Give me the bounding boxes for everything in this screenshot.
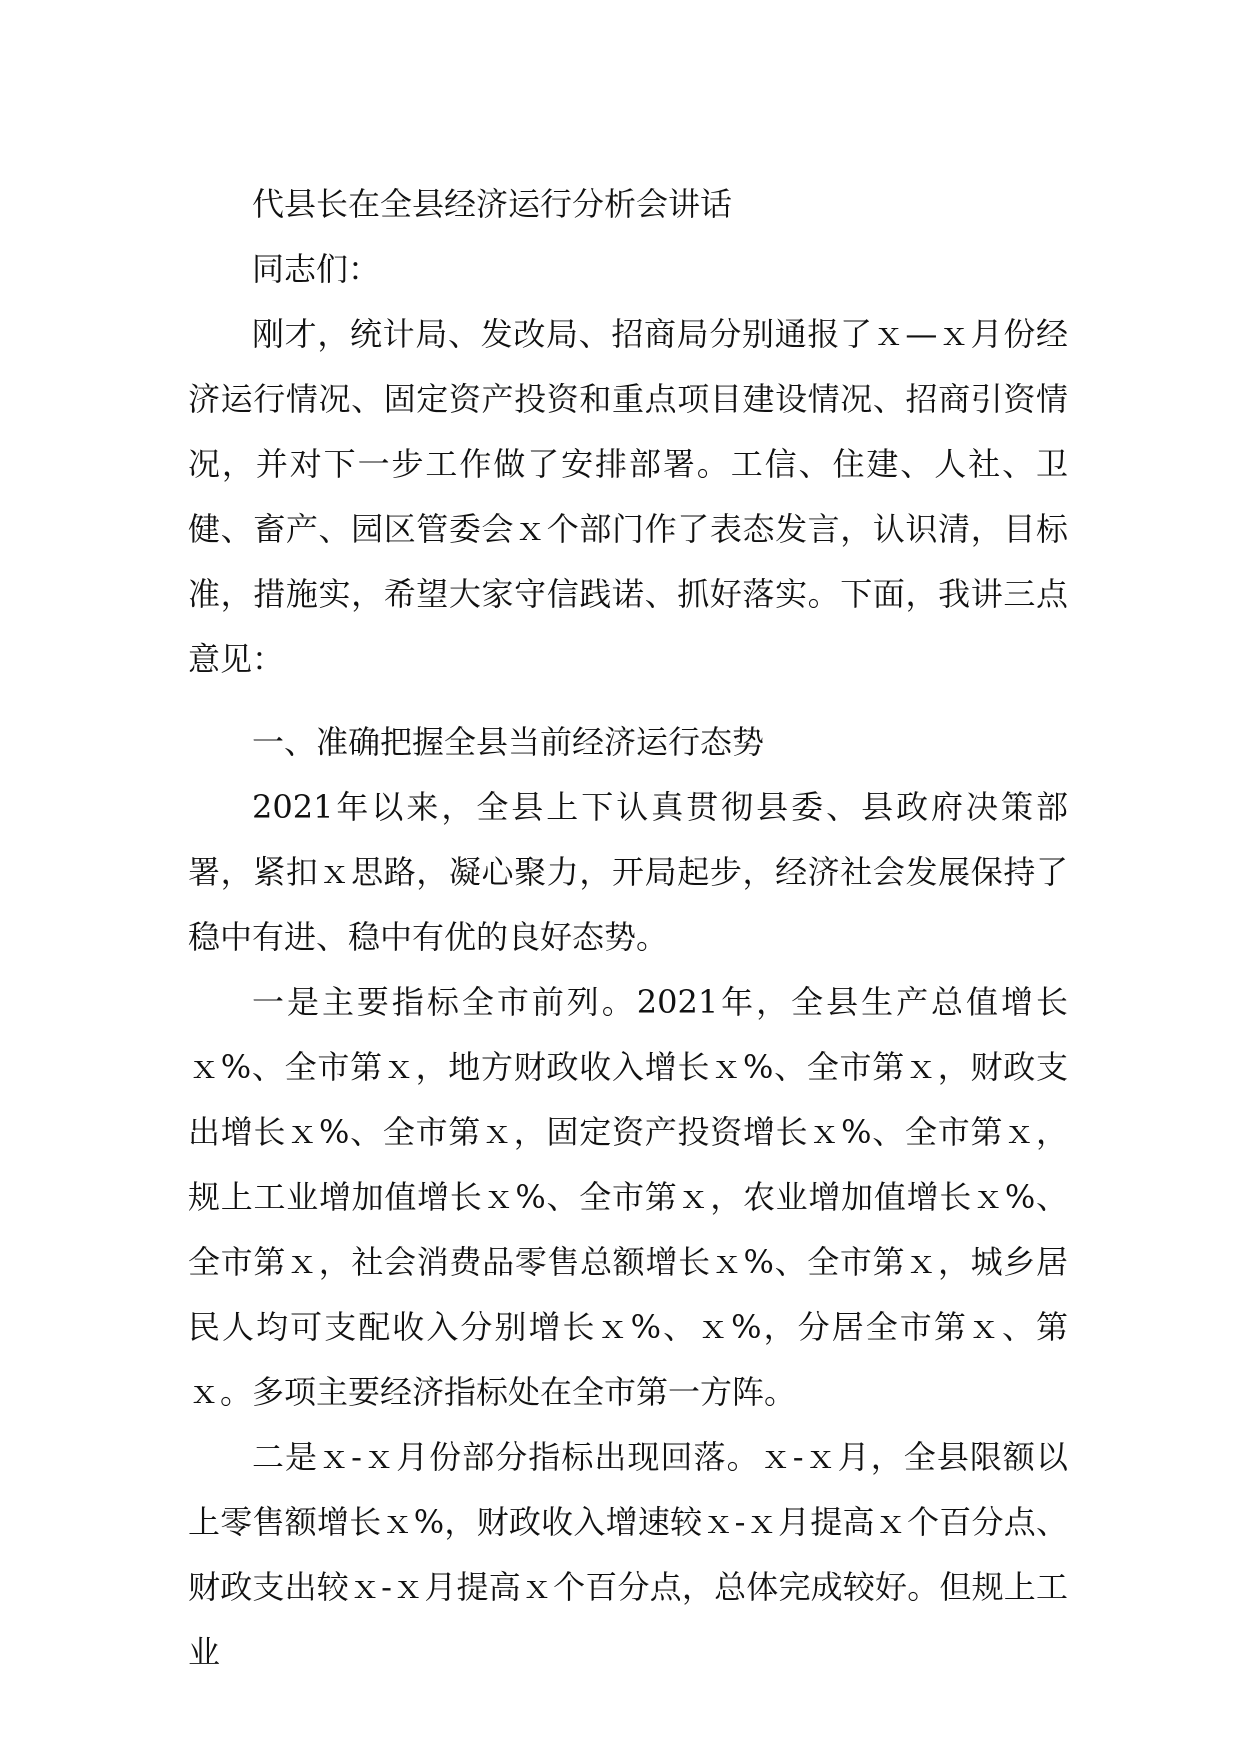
document-title: 代县长在全县经济运行分析会讲话 [252, 185, 733, 223]
section1-paragraph-3: 二是ｘ-ｘ月份部分指标出现回落。ｘ-ｘ月，全县限额以上零售额增长ｘ%，财政收入增速较ｘ-ｘ月提高ｘ个百分点、财政支出较ｘ-ｘ月提高ｘ个百分点，总体完成较好。但规上工业 [188, 1438, 1068, 1671]
intro-paragraph: 刚才，统计局、发改局、招商局分别通报了ｘ—ｘ月份经济运行情况、固定资产投资和重点项目建设情况、招商引资情况，并对下一步工作做了安排部署。工信、住建、人社、卫健、畜产、园区管委会ｘ个部门作了表态发言，认识清，目标准，措施实，希望大家守信践诺、抓好落实。下面，我讲三点意见： [188, 315, 1068, 678]
section1-paragraph-1: 2021年以来，全县上下认真贯彻县委、县政府决策部署，紧扣ｘ思路，凝心聚力，开局起步，经济社会发展保持了稳中有进、稳中有优的良好态势。 [188, 788, 1068, 956]
document-page [188, 172, 1068, 1685]
salutation: 同志们： [252, 250, 381, 288]
section-heading-1: 一、准确把握全县当前经济运行态势 [252, 723, 765, 761]
section1-paragraph-2: 一是主要指标全市前列。2021年，全县生产总值增长ｘ%、全市第ｘ，地方财政收入增长ｘ%、全市第ｘ，财政支出增长ｘ%、全市第ｘ，固定资产投资增长ｘ%、全市第ｘ，规上工业增加值增长ｘ%、全市第ｘ，农业增加值增长ｘ%、全市第ｘ，社会消费品零售总额增长ｘ%、全市第ｘ，城乡居民人均可支配收入分别增长ｘ%、ｘ%，分居全市第ｘ、第ｘ。多项主要经济指标处在全市第一方阵。 [188, 983, 1068, 1411]
